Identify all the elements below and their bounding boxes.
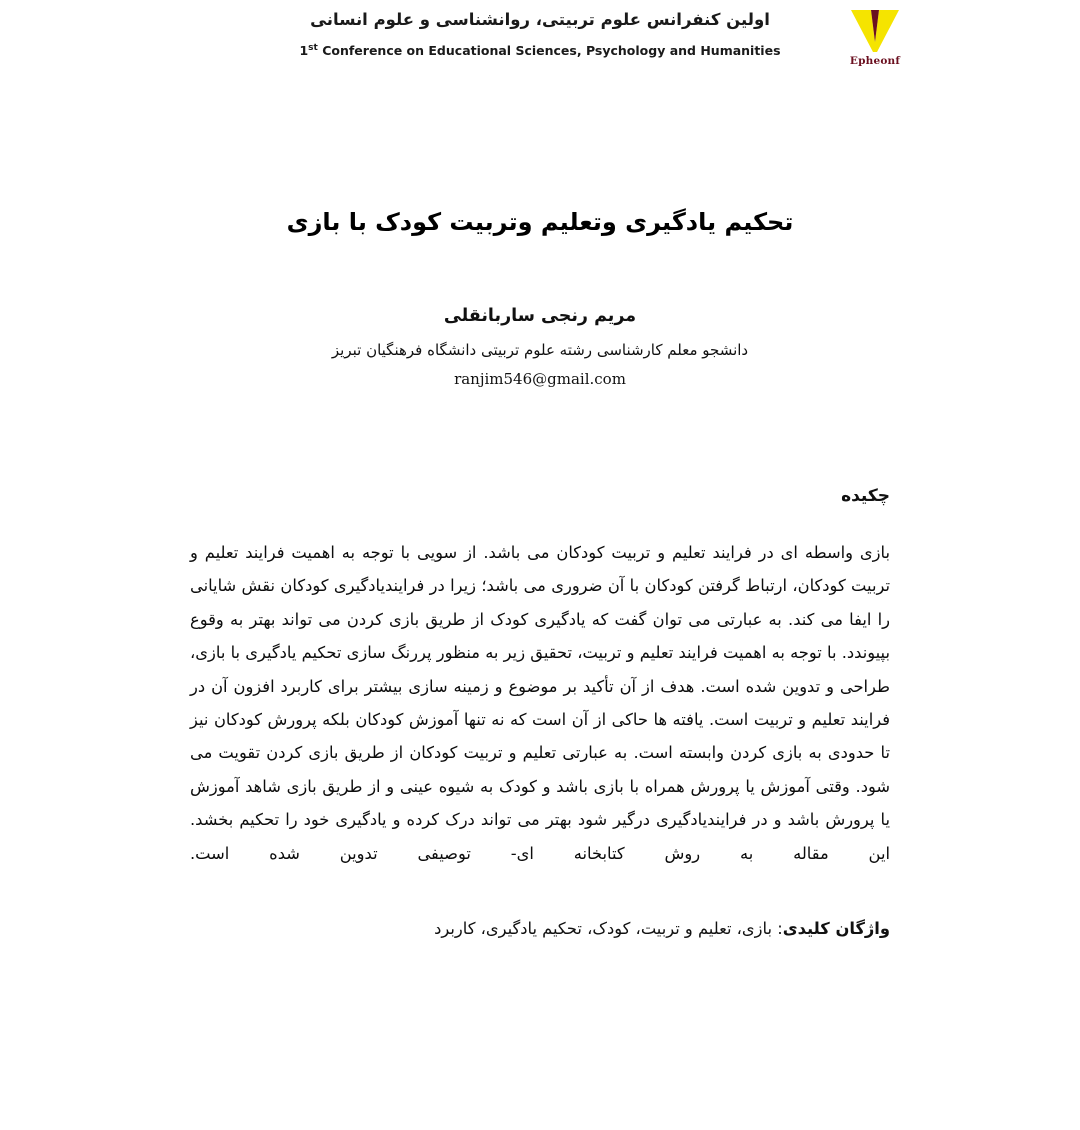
conference-ordinal-number: 1 — [299, 43, 309, 59]
abstract-body: بازی واسطه ای در فرایند تعلیم و تربیت کودکان می باشد. از سویی با توجه به اهمیت فرایند تعلیم و تربیت کودکان، ارتباط گرفتن کودکان با آن ضروری می باشد؛ زیرا در فرایندیادگیری کودکان نقش شایانی را ایفا می کند. به عبارتی می توان گفت که یادگیری کودک از طریق بازی کردن می تواند بهتر به وقوع بپیوندد. با توجه به اهمیت فرایند تعلیم و تربیت، تحقیق زیر به منظور پررنگ سازی تحکیم یادگیری با بازی، طراحی و تدوین شده است. هدف از آن تأکید بر موضوع و زمینه سازی بیشتر برای کاربرد افزون آن در فرایند تعلیم و تربیت است. یافته ها حاکی از آن است که نه تنها آموزش کودکان بلکه پرورش کودکان نیز تا حدودی به بازی کردن وابسته است. به عبارتی تعلیم و تربیت کودکان از طریق بازی کردن تقویت می شود. وقتی آموزش یا پرورش همراه با بازی باشد و کودک به شیوه عینی و از طریق بازی شاهد آموزش یا پرورش باشد و در فرایندیادگیری درگیر شود بهتر می تواند درک کرده و یادگیری خود را تحکیم بخشد. این مقاله به روش کتابخانه ای- توصیفی تدوین شده است. — [190, 543, 890, 863]
conference-title-en-text: Conference on Educational Sciences, Psychology and Humanities — [322, 43, 781, 59]
keywords-label: واژگان کلیدی — [782, 919, 890, 939]
conference-title-en — [0, 43, 1080, 58]
conference-ordinal-suffix: st — [308, 43, 318, 54]
conference-header — [0, 0, 1080, 84]
keywords-value: : بازی، تعلیم و تربیت، کودک، تحکیم یادگیری، کاربرد — [434, 919, 783, 939]
conference-title-fa: اولین کنفرانس علوم تربیتی، روانشناسی و علوم انسانی — [310, 10, 770, 29]
abstract-heading: چکیده — [841, 486, 890, 506]
conference-header-text — [0, 8, 1080, 58]
author-name: مریم رنجی ساربانقلی — [443, 306, 637, 326]
author-affiliation: دانشجو معلم کارشناسی رشته علوم تربیتی دانشگاه فرهنگیان تبریز — [331, 341, 749, 359]
logo-label: Epheonf — [849, 55, 901, 67]
page-title: تحکیم یادگیری وتعلیم وتربیت کودک با بازی — [286, 208, 794, 236]
author-email: ranjim546@gmail.com — [454, 370, 626, 388]
keywords-line — [190, 914, 890, 945]
logo-v-icon — [847, 8, 903, 54]
paper-page — [0, 204, 1080, 945]
epheonf-logo — [838, 8, 912, 67]
